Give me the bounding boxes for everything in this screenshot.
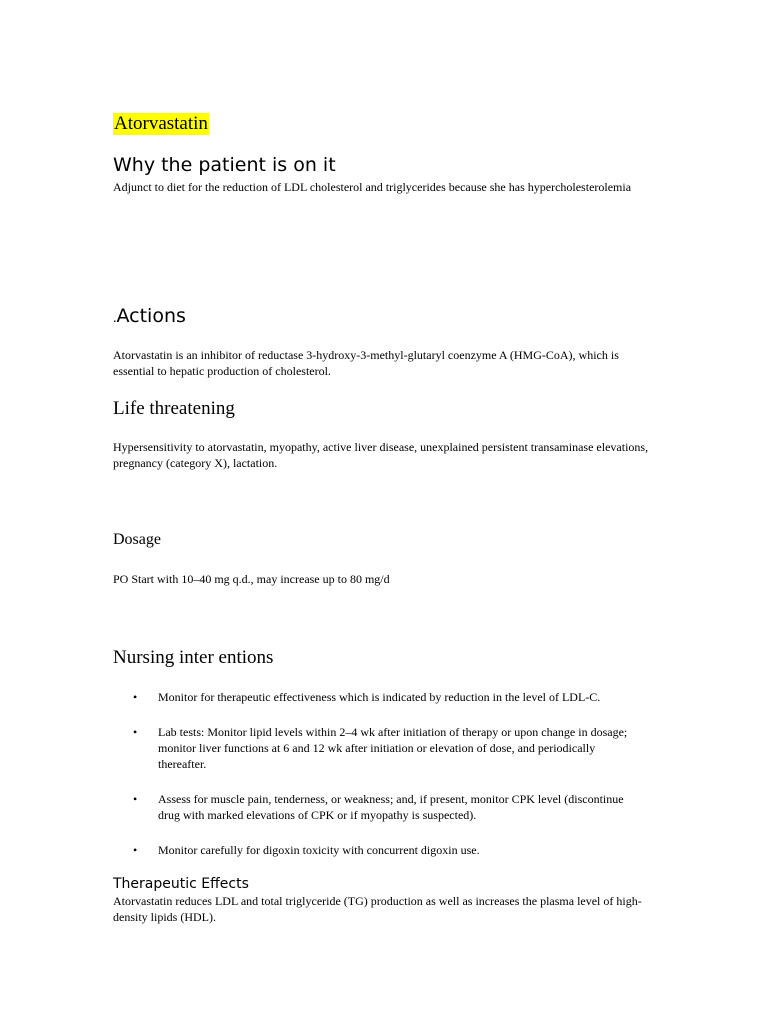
dosage-text: PO Start with 10–40 mg q.d., may increase up to 80 mg/d bbox=[113, 572, 390, 586]
list-item bbox=[133, 842, 638, 858]
drug-title bbox=[113, 113, 209, 135]
nursing-item-text: Assess for muscle pain, tenderness, or weakness; and, if present, monitor CPK level (discontinue drug with marked elevations of CPK or if myopathy is suspected). bbox=[158, 792, 624, 822]
bullet-icon: • bbox=[133, 690, 138, 704]
bullet-icon: • bbox=[133, 725, 138, 739]
bullet-icon: • bbox=[133, 843, 138, 857]
list-item bbox=[133, 724, 638, 772]
list-item bbox=[133, 791, 638, 823]
therapeutic-heading: Therapeutic Effects bbox=[113, 876, 249, 892]
nursing-list bbox=[133, 842, 638, 858]
actions-heading-label: Actions bbox=[116, 305, 186, 327]
list-item bbox=[133, 689, 638, 705]
actions-heading bbox=[113, 304, 186, 331]
why-text: Adjunct to diet for the reduction of LDL cholesterol and triglycerides because she has hypercholesterolemia bbox=[113, 180, 632, 194]
nursing-list bbox=[133, 791, 638, 823]
bullet-icon: • bbox=[133, 792, 138, 806]
dosage-heading: Dosage bbox=[113, 531, 161, 548]
life-threatening-text: Hypersensitivity to atorvastatin, myopathy, active liver disease, unexplained persistent transaminase elevations, pregnancy (category X), lactation. bbox=[113, 440, 649, 470]
nursing-list bbox=[133, 724, 638, 772]
life-threatening-heading: Life threatening bbox=[113, 398, 235, 419]
therapeutic-text: Atorvastatin reduces LDL and total triglyceride (TG) production as well as increases the plasma level of high-density lipids (HDL). bbox=[113, 894, 642, 924]
nursing-item-text: Lab tests: Monitor lipid levels within 2–4 wk after initiation of therapy or upon change in dosage; monitor liver functions at 6 and 12 wk after initiation or elevation of dose, and periodically thereafter. bbox=[158, 725, 628, 771]
nursing-list bbox=[133, 689, 638, 705]
drug-title-highlight: Atorvastatin bbox=[114, 113, 208, 134]
actions-text: Atorvastatin is an inhibitor of reductase 3-hydroxy-3-methyl-glutaryl coenzyme A (HMG-CoA), which is essential to hepatic production of cholesterol. bbox=[113, 348, 619, 378]
nursing-heading: Nursing inter entions bbox=[113, 647, 274, 668]
nursing-item-text: Monitor for therapeutic effectiveness which is indicated by reduction in the level of LDL-C. bbox=[158, 690, 601, 704]
why-heading: Why the patient is on it bbox=[113, 154, 336, 176]
nursing-item-text: Monitor carefully for digoxin toxicity with concurrent digoxin use. bbox=[158, 843, 480, 857]
actions-heading-prefix: . bbox=[113, 311, 117, 326]
